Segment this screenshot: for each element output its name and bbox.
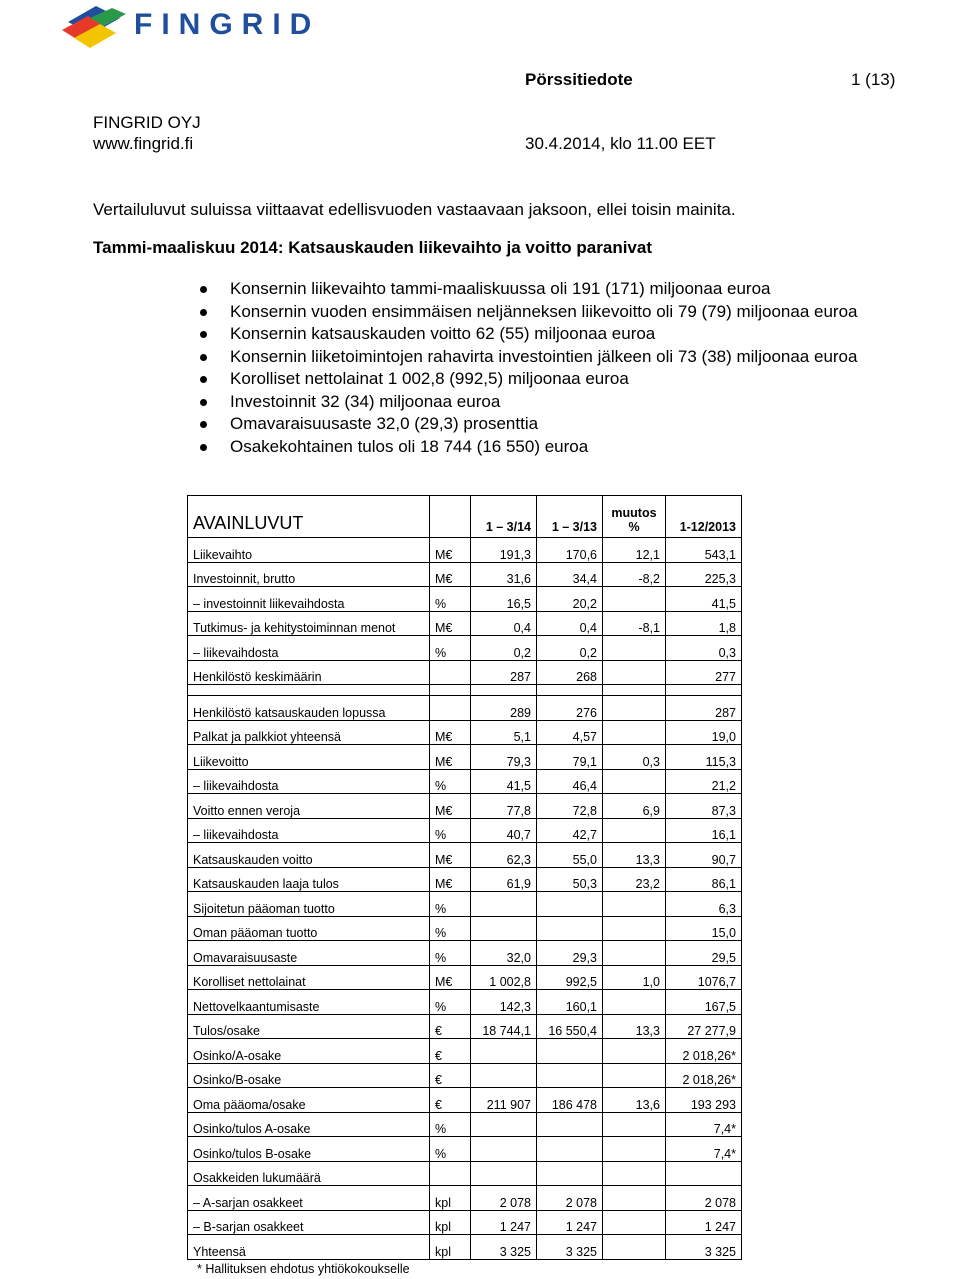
- value-q14: 0,4: [471, 611, 537, 636]
- table-row: [188, 794, 742, 819]
- logo-wordmark: FINGRID: [134, 8, 321, 41]
- value-q14: 32,0: [471, 941, 537, 966]
- unit-cell: M€: [430, 745, 471, 770]
- value-q14: 2 078: [471, 1186, 537, 1211]
- list-item: Investoinnit 32 (34) miljoonaa euroa: [200, 391, 857, 414]
- row-label: Liikevoitto: [188, 745, 430, 770]
- value-year: 287: [666, 696, 742, 721]
- value-change: [603, 892, 666, 917]
- table-row: [188, 1112, 742, 1137]
- value-q13: 276: [537, 696, 603, 721]
- row-label: Tulos/osake: [188, 1014, 430, 1039]
- value-change: 6,9: [603, 794, 666, 819]
- row-label: Osinko/tulos A-osake: [188, 1112, 430, 1137]
- footnote: * Hallituksen ehdotus yhtiökokoukselle: [197, 1262, 410, 1276]
- value-change: [603, 1112, 666, 1137]
- highlights-list: [200, 278, 857, 458]
- value-q13: 46,4: [537, 769, 603, 794]
- value-change: [603, 818, 666, 843]
- table-row: [188, 1063, 742, 1088]
- key-figures-table: [187, 495, 742, 1260]
- value-change: [603, 660, 666, 685]
- value-q13: 79,1: [537, 745, 603, 770]
- value-change: [603, 1137, 666, 1162]
- value-q13: 29,3: [537, 941, 603, 966]
- unit-cell: M€: [430, 794, 471, 819]
- value-q13: 42,7: [537, 818, 603, 843]
- company-name: FINGRID OYJ: [93, 113, 201, 132]
- value-q14: [471, 1112, 537, 1137]
- row-label: Yhteensä: [188, 1235, 430, 1260]
- value-year: 6,3: [666, 892, 742, 917]
- bullet-icon: [200, 309, 207, 316]
- value-q13: [537, 1137, 603, 1162]
- value-year: 90,7: [666, 843, 742, 868]
- row-label: Palkat ja palkkiot yhteensä: [188, 720, 430, 745]
- value-change: [603, 1039, 666, 1064]
- value-q13: 160,1: [537, 990, 603, 1015]
- value-change: 0,3: [603, 745, 666, 770]
- value-q13: 1 247: [537, 1210, 603, 1235]
- value-q13: 50,3: [537, 867, 603, 892]
- value-change: [603, 587, 666, 612]
- row-label: – liikevaihdosta: [188, 636, 430, 661]
- value-q14: 0,2: [471, 636, 537, 661]
- bullet-icon: [200, 354, 207, 361]
- unit-cell: M€: [430, 562, 471, 587]
- unit-cell: %: [430, 941, 471, 966]
- table-row: [188, 1137, 742, 1162]
- value-year: 15,0: [666, 916, 742, 941]
- release-date: 30.4.2014, klo 11.00 EET: [525, 134, 716, 153]
- intro-text: Vertailuluvut suluissa viittaavat edellisvuoden vastaavaan jaksoon, ellei toisin mainita.: [93, 200, 736, 219]
- page-number: 1 (13): [851, 70, 896, 89]
- unit-cell: [430, 1161, 471, 1186]
- value-change: 23,2: [603, 867, 666, 892]
- table-row: [188, 696, 742, 721]
- value-year: 2 018,26*: [666, 1063, 742, 1088]
- unit-cell: M€: [430, 867, 471, 892]
- list-item: Konsernin liikevaihto tammi-maaliskuussa oli 191 (171) miljoonaa euroa: [200, 278, 857, 301]
- value-q13: 268: [537, 660, 603, 685]
- row-label: Katsauskauden laaja tulos: [188, 867, 430, 892]
- table-spacer-row: [188, 685, 742, 696]
- list-item: Korolliset nettolainat 1 002,8 (992,5) miljoonaa euroa: [200, 368, 857, 391]
- value-year: [666, 1161, 742, 1186]
- row-label: – liikevaihdosta: [188, 818, 430, 843]
- value-year: 115,3: [666, 745, 742, 770]
- unit-cell: [430, 660, 471, 685]
- value-year: 277: [666, 660, 742, 685]
- unit-cell: M€: [430, 720, 471, 745]
- row-label: Osakkeiden lukumäärä: [188, 1161, 430, 1186]
- value-q13: [537, 1039, 603, 1064]
- row-label: Voitto ennen veroja: [188, 794, 430, 819]
- value-change: 1,0: [603, 965, 666, 990]
- value-q14: 41,5: [471, 769, 537, 794]
- value-q13: [537, 916, 603, 941]
- bullet-icon: [200, 331, 207, 338]
- table-row: [188, 587, 742, 612]
- value-year: 1076,7: [666, 965, 742, 990]
- value-change: [603, 636, 666, 661]
- table-row: [188, 818, 742, 843]
- value-year: 0,3: [666, 636, 742, 661]
- value-q14: 18 744,1: [471, 1014, 537, 1039]
- value-year: 3 325: [666, 1235, 742, 1260]
- unit-cell: %: [430, 769, 471, 794]
- value-q14: 77,8: [471, 794, 537, 819]
- value-q14: 3 325: [471, 1235, 537, 1260]
- value-q14: [471, 916, 537, 941]
- row-label: Oman pääoman tuotto: [188, 916, 430, 941]
- unit-cell: kpl: [430, 1210, 471, 1235]
- value-q14: 1 247: [471, 1210, 537, 1235]
- table-row: [188, 769, 742, 794]
- value-year: 2 078: [666, 1186, 742, 1211]
- value-year: 1 247: [666, 1210, 742, 1235]
- bullet-icon: [200, 399, 207, 406]
- table-row: [188, 843, 742, 868]
- unit-cell: kpl: [430, 1235, 471, 1260]
- value-q14: 61,9: [471, 867, 537, 892]
- value-q14: 79,3: [471, 745, 537, 770]
- list-item: Konsernin vuoden ensimmäisen neljänneksen liikevoitto oli 79 (79) miljoonaa euroa: [200, 301, 857, 324]
- value-change: [603, 941, 666, 966]
- row-label: Henkilöstö keskimäärin: [188, 660, 430, 685]
- unit-cell: €: [430, 1088, 471, 1113]
- table-row: [188, 660, 742, 685]
- table-row: [188, 1088, 742, 1113]
- unit-cell: M€: [430, 538, 471, 563]
- value-year: 167,5: [666, 990, 742, 1015]
- value-q13: 0,2: [537, 636, 603, 661]
- value-year: 27 277,9: [666, 1014, 742, 1039]
- table-row: [188, 562, 742, 587]
- table-row: [188, 611, 742, 636]
- table-title: AVAINLUVUT: [188, 496, 430, 538]
- table-row: [188, 916, 742, 941]
- value-q14: 289: [471, 696, 537, 721]
- value-change: [603, 1063, 666, 1088]
- value-year: 193 293: [666, 1088, 742, 1113]
- value-year: 87,3: [666, 794, 742, 819]
- row-label: Henkilöstö katsauskauden lopussa: [188, 696, 430, 721]
- value-year: 29,5: [666, 941, 742, 966]
- unit-cell: €: [430, 1014, 471, 1039]
- row-label: Nettovelkaantumisaste: [188, 990, 430, 1015]
- value-q14: 191,3: [471, 538, 537, 563]
- unit-cell: [430, 696, 471, 721]
- value-q14: [471, 1039, 537, 1064]
- table-row: [188, 636, 742, 661]
- unit-cell: %: [430, 636, 471, 661]
- value-year: 225,3: [666, 562, 742, 587]
- unit-cell: €: [430, 1063, 471, 1088]
- value-year: 7,4*: [666, 1137, 742, 1162]
- col-header-q13: 1 – 3/13: [537, 496, 603, 538]
- value-q14: 16,5: [471, 587, 537, 612]
- value-q14: [471, 892, 537, 917]
- row-label: Korolliset nettolainat: [188, 965, 430, 990]
- value-year: 86,1: [666, 867, 742, 892]
- value-change: [603, 696, 666, 721]
- table-header-row: [188, 496, 742, 538]
- table-row: [188, 1161, 742, 1186]
- row-label: Tutkimus- ja kehitystoiminnan menot: [188, 611, 430, 636]
- value-q14: 40,7: [471, 818, 537, 843]
- table-row: [188, 1210, 742, 1235]
- value-q14: 1 002,8: [471, 965, 537, 990]
- value-year: 7,4*: [666, 1112, 742, 1137]
- list-item: Omavaraisuusaste 32,0 (29,3) prosenttia: [200, 413, 857, 436]
- value-q13: 0,4: [537, 611, 603, 636]
- value-q14: [471, 1063, 537, 1088]
- row-label: Osinko/B-osake: [188, 1063, 430, 1088]
- value-year: 1,8: [666, 611, 742, 636]
- fingrid-logo: [60, 0, 321, 50]
- row-label: Omavaraisuusaste: [188, 941, 430, 966]
- row-label: Liikevaihto: [188, 538, 430, 563]
- value-year: 2 018,26*: [666, 1039, 742, 1064]
- table-row: [188, 1235, 742, 1260]
- value-year: 19,0: [666, 720, 742, 745]
- table-row: [188, 720, 742, 745]
- value-q13: 72,8: [537, 794, 603, 819]
- unit-cell: M€: [430, 965, 471, 990]
- table-row: [188, 1186, 742, 1211]
- bullet-icon: [200, 421, 207, 428]
- value-change: 13,3: [603, 1014, 666, 1039]
- value-q14: 5,1: [471, 720, 537, 745]
- unit-cell: %: [430, 892, 471, 917]
- value-q13: 2 078: [537, 1186, 603, 1211]
- table-row: [188, 965, 742, 990]
- value-change: [603, 1210, 666, 1235]
- value-q13: [537, 892, 603, 917]
- list-item: Konsernin katsauskauden voitto 62 (55) miljoonaa euroa: [200, 323, 857, 346]
- row-label: – liikevaihdosta: [188, 769, 430, 794]
- row-label: – A-sarjan osakkeet: [188, 1186, 430, 1211]
- value-change: 13,6: [603, 1088, 666, 1113]
- value-change: [603, 769, 666, 794]
- value-q14: 211 907: [471, 1088, 537, 1113]
- row-label: Osinko/tulos B-osake: [188, 1137, 430, 1162]
- doc-type: Pörssitiedote: [525, 70, 633, 89]
- unit-cell: M€: [430, 843, 471, 868]
- row-label: Sijoitetun pääoman tuotto: [188, 892, 430, 917]
- value-q13: 186 478: [537, 1088, 603, 1113]
- table-row: [188, 941, 742, 966]
- col-header-change: muutos %: [603, 496, 666, 538]
- value-q13: 992,5: [537, 965, 603, 990]
- value-q13: 55,0: [537, 843, 603, 868]
- value-year: 41,5: [666, 587, 742, 612]
- table-row: [188, 745, 742, 770]
- value-q13: 20,2: [537, 587, 603, 612]
- table-row: [188, 990, 742, 1015]
- row-label: Investoinnit, brutto: [188, 562, 430, 587]
- unit-cell: %: [430, 990, 471, 1015]
- value-change: 12,1: [603, 538, 666, 563]
- row-label: Katsauskauden voitto: [188, 843, 430, 868]
- value-q13: 4,57: [537, 720, 603, 745]
- value-change: [603, 990, 666, 1015]
- col-header-year: 1-12/2013: [666, 496, 742, 538]
- value-q13: 3 325: [537, 1235, 603, 1260]
- value-q13: 16 550,4: [537, 1014, 603, 1039]
- row-label: Osinko/A-osake: [188, 1039, 430, 1064]
- value-q13: [537, 1161, 603, 1186]
- value-change: [603, 720, 666, 745]
- value-q14: 31,6: [471, 562, 537, 587]
- value-change: 13,3: [603, 843, 666, 868]
- row-label: – investoinnit liikevaihdosta: [188, 587, 430, 612]
- website-link[interactable]: www.fingrid.fi: [93, 134, 194, 153]
- table-row: [188, 1039, 742, 1064]
- value-change: -8,2: [603, 562, 666, 587]
- value-q13: 170,6: [537, 538, 603, 563]
- value-q14: [471, 1161, 537, 1186]
- unit-cell: kpl: [430, 1186, 471, 1211]
- value-q13: 34,4: [537, 562, 603, 587]
- unit-cell: %: [430, 587, 471, 612]
- list-item: Osakekohtainen tulos oli 18 744 (16 550) euroa: [200, 436, 857, 459]
- bullet-icon: [200, 286, 207, 293]
- value-year: 21,2: [666, 769, 742, 794]
- unit-cell: %: [430, 1112, 471, 1137]
- unit-cell: €: [430, 1039, 471, 1064]
- value-q14: 62,3: [471, 843, 537, 868]
- unit-cell: M€: [430, 611, 471, 636]
- value-change: -8,1: [603, 611, 666, 636]
- value-q14: [471, 1137, 537, 1162]
- table-row: [188, 892, 742, 917]
- unit-cell: %: [430, 916, 471, 941]
- value-change: [603, 1235, 666, 1260]
- value-change: [603, 1161, 666, 1186]
- value-change: [603, 1186, 666, 1211]
- value-change: [603, 916, 666, 941]
- value-q14: 287: [471, 660, 537, 685]
- bullet-icon: [200, 444, 207, 451]
- value-q13: [537, 1063, 603, 1088]
- value-year: 16,1: [666, 818, 742, 843]
- section-heading: Tammi-maaliskuu 2014: Katsauskauden liikevaihto ja voitto paranivat: [93, 238, 652, 257]
- table-row: [188, 538, 742, 563]
- table-row: [188, 867, 742, 892]
- list-item: Konsernin liiketoimintojen rahavirta investointien jälkeen oli 73 (38) miljoonaa euroa: [200, 346, 857, 369]
- row-label: Oma pääoma/osake: [188, 1088, 430, 1113]
- value-year: 543,1: [666, 538, 742, 563]
- value-q14: 142,3: [471, 990, 537, 1015]
- value-q13: [537, 1112, 603, 1137]
- unit-cell: %: [430, 1137, 471, 1162]
- fingrid-logo-mark: [60, 0, 140, 50]
- col-header-q14: 1 – 3/14: [471, 496, 537, 538]
- bullet-icon: [200, 376, 207, 383]
- row-label: – B-sarjan osakkeet: [188, 1210, 430, 1235]
- unit-cell: %: [430, 818, 471, 843]
- table-row: [188, 1014, 742, 1039]
